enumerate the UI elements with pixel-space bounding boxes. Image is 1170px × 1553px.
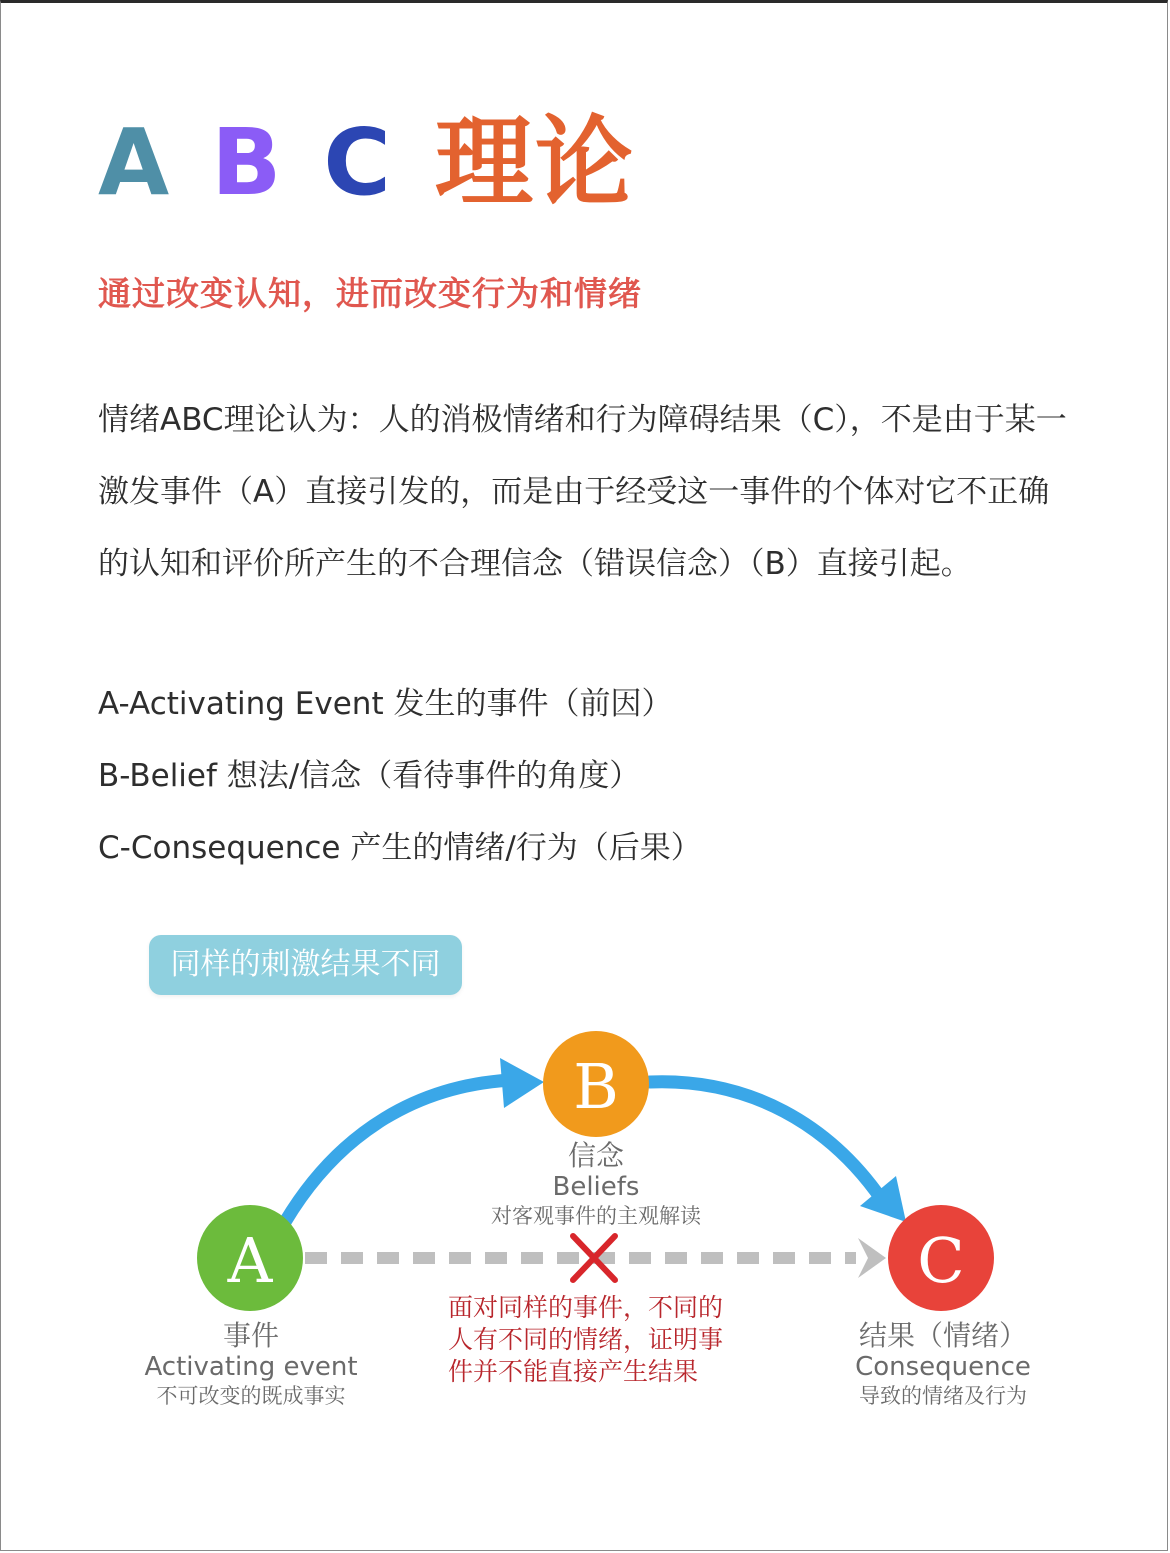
node-a-cn: 事件: [222, 1319, 279, 1352]
node-a-desc: 不可改变的既成事实: [156, 1384, 346, 1408]
node-b-label: [446, 1140, 746, 1230]
node-c-desc: 导致的情绪及行为: [859, 1384, 1027, 1408]
node-c: [888, 1205, 994, 1311]
node-c-letter: C: [917, 1224, 965, 1297]
node-a: [197, 1205, 303, 1311]
title-letter-c: C: [323, 109, 391, 216]
title-word: 理论: [434, 106, 635, 220]
node-a-en: Activating event: [144, 1352, 358, 1382]
note-line: 件并不能直接产生结果: [448, 1357, 699, 1386]
node-c-en: Consequence: [855, 1352, 1031, 1382]
node-c-cn: 结果（情绪）: [858, 1319, 1027, 1352]
paragraph-line: 激发事件（A）直接引发的，而是由于经受这一事件的个体对它不正确: [98, 474, 1050, 510]
note-line: 面对同样的事件，不同的: [448, 1293, 724, 1322]
diagram-pill-label: 同样的刺激结果不同: [149, 935, 462, 995]
note-line: 人有不同的情绪，证明事: [448, 1325, 724, 1354]
title-letter-a: A: [98, 109, 170, 216]
paragraph-line: 的认知和评价所产生的不合理信念（错误信念）（B）直接引起。: [98, 546, 972, 582]
node-b-desc: 对客观事件的主观解读: [491, 1204, 701, 1228]
red-note: [448, 1292, 748, 1388]
node-b-cn: 信念: [567, 1139, 624, 1172]
node-b: [543, 1031, 649, 1137]
node-b-letter: B: [573, 1050, 619, 1123]
node-a-label: [120, 1320, 382, 1410]
node-c-label: [812, 1320, 1074, 1410]
title-letter-b: B: [211, 109, 282, 216]
definition-b: B-Belief 想法/信念（看待事件的角度）: [98, 758, 641, 794]
node-a-letter: A: [227, 1224, 273, 1297]
definition-a: A-Activating Event 发生的事件（前因）: [98, 686, 673, 722]
node-b-en: Beliefs: [552, 1172, 640, 1202]
definition-c: C-Consequence 产生的情绪/行为（后果）: [98, 830, 702, 866]
paragraph-line: 情绪ABC理论认为：人的消极情绪和行为障碍结果（C），不是由于某一: [98, 402, 1067, 438]
subtitle: 通过改变认知，进而改变行为和情绪: [98, 274, 642, 313]
